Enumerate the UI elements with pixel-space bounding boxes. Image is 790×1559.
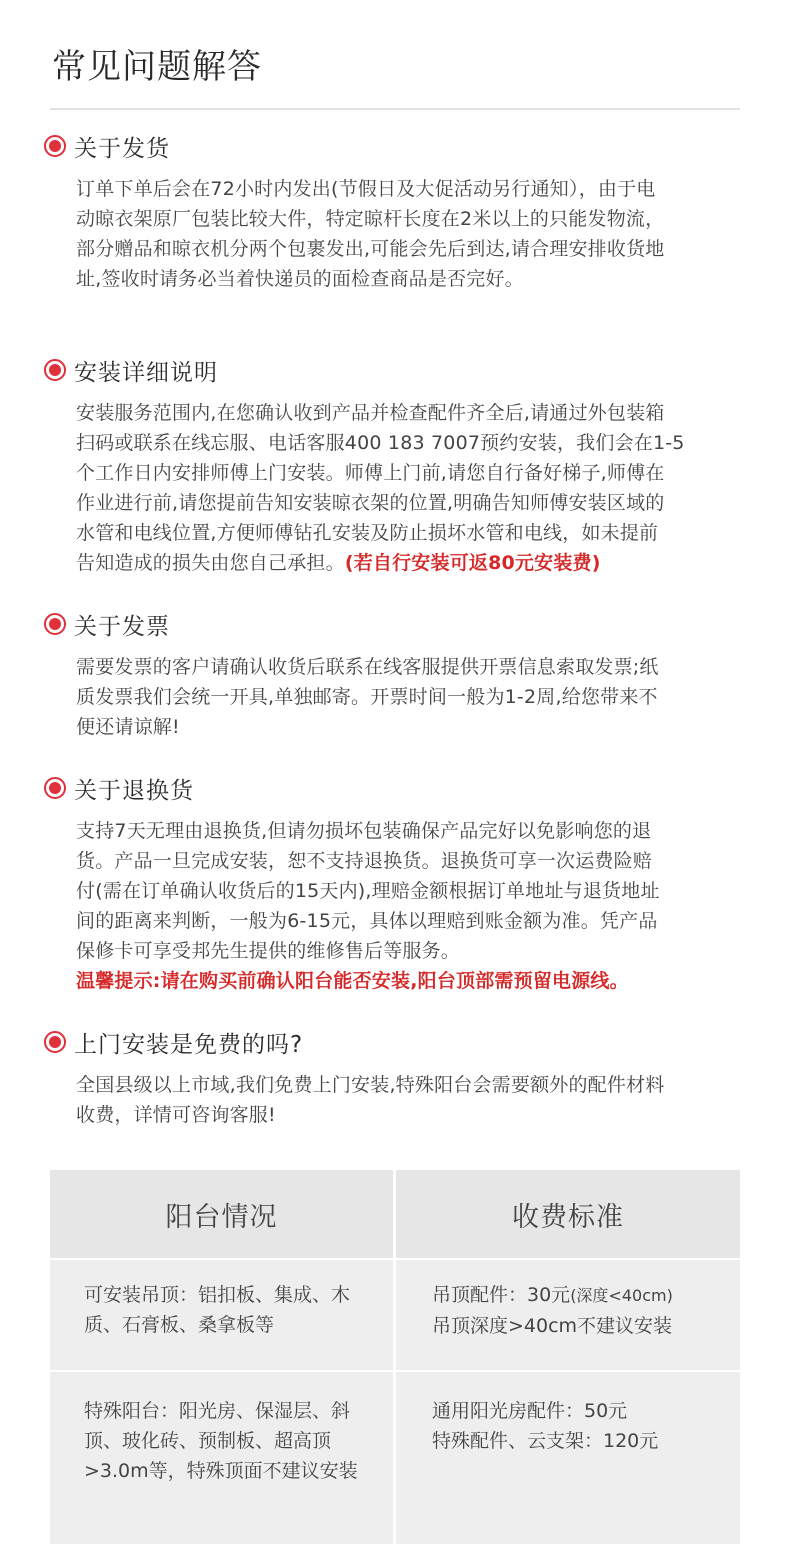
text-line: 部分赠品和晾衣机分两个包裹发出,可能会先后到达,请合理安排收货地 (76, 238, 665, 260)
bullet-icon (44, 135, 66, 157)
bullet-icon (44, 1031, 66, 1053)
section-title: 上门安装是免费的吗? (74, 1031, 304, 1058)
table-cell-fee (432, 1396, 658, 1456)
section-title: 关于发货 (74, 135, 170, 162)
text-line: 收费，详情可咨询客服! (76, 1104, 276, 1126)
table-header-condition: 阳台情况 (165, 1201, 278, 1233)
text-line: 需要发票的客户请确认收货后联系在线客服提供开票信息索取发票;纸 (76, 656, 659, 678)
text-line: 作业进行前,请您提前告知安装晾衣架的位置,明确告知师傅安装区域的 (76, 492, 665, 514)
faq-section-installation (44, 352, 734, 578)
section-title: 关于退换货 (74, 777, 194, 804)
bullet-icon (44, 777, 66, 799)
faq-section-invoice (44, 606, 734, 742)
text-line: 支持7天无理由退换货,但请勿损坏包装确保产品完好以免影响您的退 (76, 820, 652, 842)
cell-line: 质、石膏板、桑拿板等 (84, 1314, 275, 1336)
table-cell-condition (84, 1396, 358, 1486)
cell-line: 通用阳光房配件：50元 (432, 1400, 628, 1422)
cell-line: 特殊阳台：阳光房、保湿层、斜 (84, 1400, 351, 1422)
text-line: 个工作日内安排师傅上门安装。师傅上门前,请您自行备好梯子,师傅在 (76, 462, 665, 484)
fee-table (50, 1170, 740, 1544)
text-line: 水管和电线位置,方便师傅钻孔安装及防止损坏水管和电线，如未提前 (76, 522, 659, 544)
bullet-icon (44, 613, 66, 635)
text-line: 扫码或联系在线忘服、电话客服400 183 7007预约安装，我们会在1-5 (76, 432, 685, 454)
fee-main: 吊顶配件：30元 (432, 1284, 571, 1306)
table-cell-fee (432, 1280, 673, 1341)
table-cell-condition (84, 1280, 350, 1340)
text-line: 全国县级以上市域,我们免费上门安装,特殊阳台会需要额外的配件材料 (76, 1074, 665, 1096)
text-line: 订单下单后会在72小时内发出(节假日及大促活动另行通知），由于电 (76, 178, 656, 200)
cell-line: 特殊配件、云支架：120元 (432, 1430, 659, 1452)
text-line: 址,签收时请务必当着快递员的面检查商品是否完好。 (76, 268, 524, 290)
text-line: 付(需在订单确认收货后的15天内),理赔金额根据订单地址与退货地址 (76, 880, 660, 902)
page-title: 常见问题解答 (52, 47, 262, 87)
bullet-icon (44, 359, 66, 381)
faq-section-returns (44, 770, 734, 996)
cell-line: 吊顶深度>40cm不建议安装 (432, 1315, 673, 1337)
section-title: 安装详细说明 (74, 359, 218, 386)
text-line: 保修卡可享受邦先生提供的维修售后等服务。 (76, 940, 461, 962)
text-line: 货。产品一旦完成安装，恕不支持退换货。退换货可享一次运费险赔 (76, 850, 653, 872)
faq-section-shipping (44, 128, 734, 294)
cell-line: 可安装吊顶：铝扣板、集成、木 (84, 1284, 351, 1306)
cell-line (432, 1280, 673, 1311)
text-line: 间的距离来判断，一般为6-15元，具体以理赔到账金额为准。凭产品 (76, 910, 658, 932)
text-segment: 告知造成的损失由您自己承担。 (76, 552, 345, 574)
warm-tip-text: 温馨提示:请在购买前确认阳台能否安装,阳台顶部需预留电源线。 (76, 970, 629, 992)
cell-line: 顶、玻化砖、预制板、超高顶 (84, 1430, 332, 1452)
section-title: 关于发票 (74, 613, 170, 640)
text-line-with-highlight (76, 548, 734, 578)
title-divider (50, 108, 740, 110)
text-line: 便还请谅解! (76, 716, 180, 738)
fee-note: (深度<40cm) (570, 1286, 673, 1305)
table-header-fee: 收费标准 (512, 1201, 624, 1233)
faq-section-free-install (44, 1024, 734, 1130)
text-line: 动晾衣架原厂包装比较大件，特定晾杆长度在2米以上的只能发物流， (76, 208, 665, 230)
highlight-text: (若自行安装可返80元安装费) (344, 552, 601, 574)
text-line: 安装服务范围内,在您确认收到产品并检查配件齐全后,请通过外包装箱 (76, 402, 665, 424)
text-line: 质发票我们会统一开具,单独邮寄。开票时间一般为1-2周,给您带来不 (76, 686, 658, 708)
cell-line: >3.0m等，特殊顶面不建议安装 (84, 1460, 358, 1482)
